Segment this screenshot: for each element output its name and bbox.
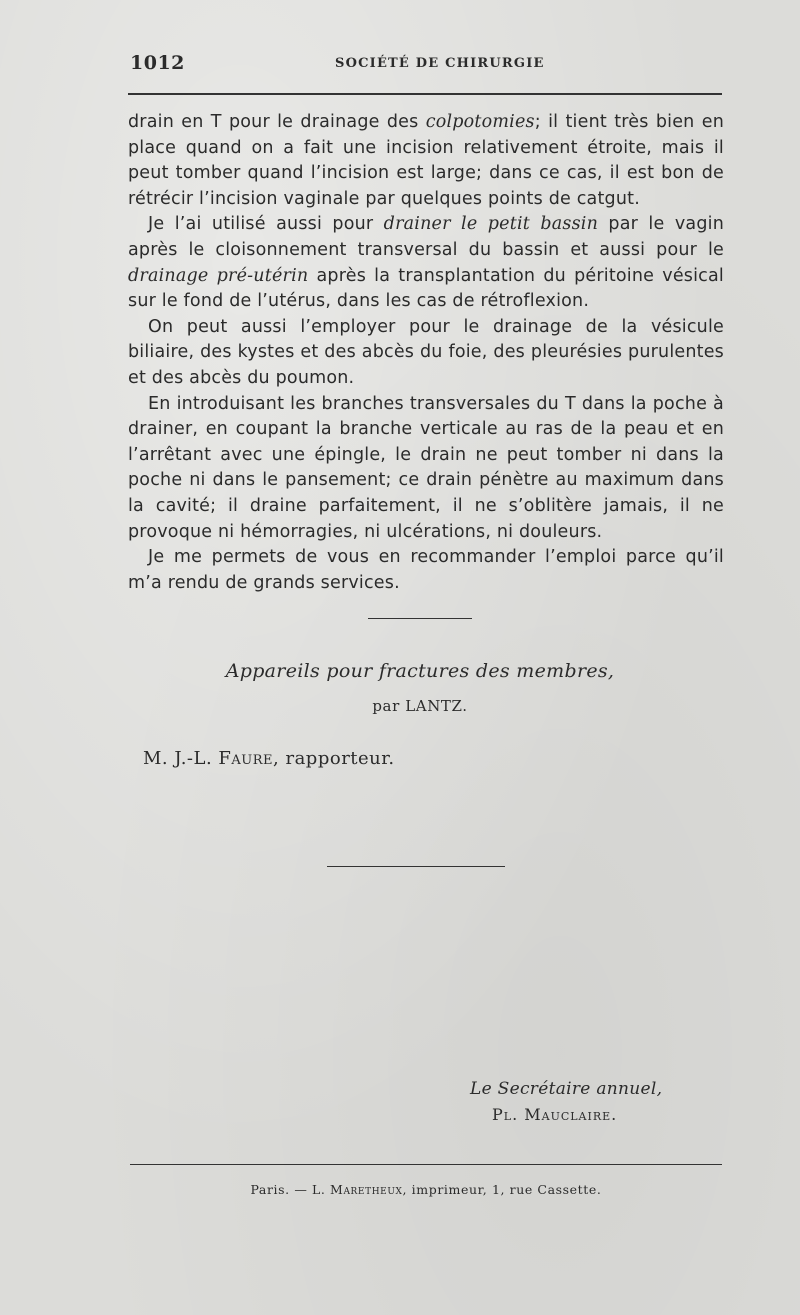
section-title: Appareils pour fractures des membres, xyxy=(225,660,615,682)
italic-term: colpotomies xyxy=(425,112,535,132)
signature-block xyxy=(440,1079,680,1124)
paragraph-3: On peut aussi l’employer pour le drainage de la vésicule biliaire, des kystes et des abcès du foie, des pleurésies purulentes et des abcès du poumon. xyxy=(128,316,724,388)
header-rule xyxy=(128,93,722,95)
paragraph-2: Je l’ai utilisé aussi pour drainer le petit bassin par le vagin après le cloisonnement transversal du bassin et aussi pour le drainage pré-utérin après la transplantation du péritoine vésical sur le fond de l’utérus, dans les cas de rétroflexion. xyxy=(128,214,724,312)
section-divider xyxy=(368,618,472,619)
signature-name: Pl. Mauclaire. xyxy=(492,1105,618,1124)
footer-rule xyxy=(130,1164,722,1165)
rapporteur-line: M. J.-L. Faure, rapporteur. xyxy=(143,748,395,769)
italic-term: drainage pré-utérin xyxy=(128,265,309,286)
paragraph-4: En introduisant les branches transversales du T dans la poche à drainer, en coupant la branche verticale au ras de la peau et en l’arrêtant avec une épingle, le drain ne peut tomber ni dans la poche ni dans le pansement; ce drain pénètre au maximum dans la cavité; il draine parfaitement, il ne s’oblitère jamais, il ne provoque ni hémorragies, ni ulcérations, ni douleurs. xyxy=(128,393,724,542)
printer-name: Maretheux xyxy=(330,1182,403,1197)
rapporteur-name: Faure xyxy=(218,748,274,769)
section-author: par LANTZ. xyxy=(372,697,468,715)
paragraph-5: Je me permets de vous en recommander l’emploi parce qu’il m’a rendu de grands services. xyxy=(128,547,724,593)
paragraph-1: drain en T pour le drainage des colpotomies; il tient très bien en place quand on a fait une incision relativement étroite, mais il peut tomber quand l’incision est large; dans ce cas, il est bon de rétrécir l’incision vaginale par quelques points de catgut. xyxy=(128,112,724,209)
section-divider xyxy=(327,866,505,867)
italic-term: drainer le petit bassin xyxy=(383,214,599,235)
printer-imprint: Paris. — L. Maretheux, imprimeur, 1, rue Cassette. xyxy=(250,1182,602,1197)
body-text xyxy=(128,110,724,596)
running-head: SOCIÉTÉ DE CHIRURGIE xyxy=(335,56,545,71)
signature-role: Le Secrétaire annuel, xyxy=(470,1079,663,1099)
page-number: 1012 xyxy=(130,52,185,74)
page-header xyxy=(130,52,720,74)
